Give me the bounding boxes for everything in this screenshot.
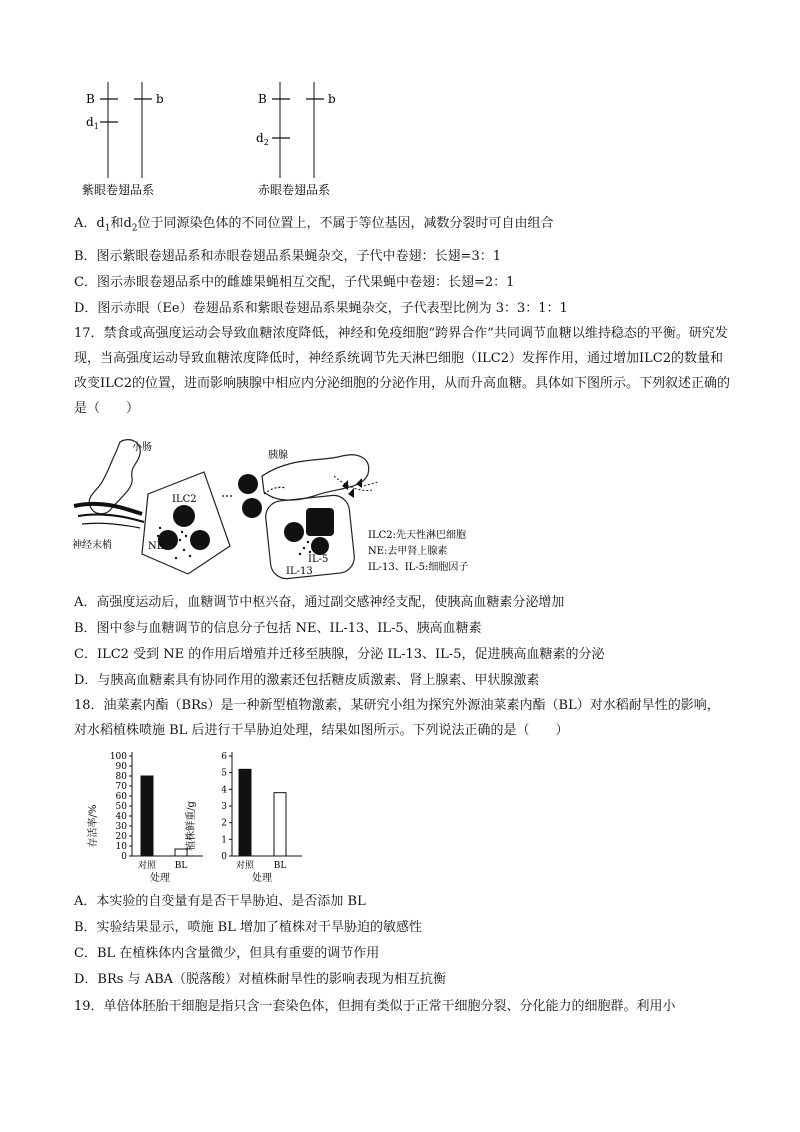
survival-ytick-label: 50	[115, 802, 127, 812]
weight-x-label: 处理	[252, 873, 272, 884]
q16-option-d: D．图示赤眼（Ee）卷翅品系和紫眼卷翅品系果蝇杂交，子代表型比例为 3：3：1：1	[74, 301, 568, 316]
nerve-ending-label: 神经末梢	[72, 540, 112, 551]
survival-ytick-label: 10	[115, 842, 127, 852]
weight-ytick-label: 6	[221, 752, 227, 762]
pancreas-label: 胰腺	[268, 450, 288, 461]
survival-ytick-label: 0	[121, 852, 127, 862]
fresh-weight-chart	[180, 746, 310, 886]
red-eye-caption: 赤眼卷翅品系	[258, 183, 331, 197]
ilc2-label: ILC2	[172, 494, 197, 505]
chromosome-figure	[70, 78, 370, 202]
survival-y-label: 存活率/%	[88, 804, 99, 848]
q18-option-b: B．实验结果显示，喷施 BL 增加了植株对干旱胁迫的敏感性	[74, 920, 423, 935]
gene-d2-label: $d_2$	[256, 131, 269, 147]
legend-cytokines: IL-13、IL-5:细胞因子	[368, 562, 469, 573]
gene-b-label-2: b	[328, 92, 336, 106]
ilc2-figure	[72, 436, 492, 586]
gene-b-label: b	[156, 92, 164, 106]
q18-stem: 18．油菜素内酯（BRs）是一种新型植物激素，某研究小组为探究外源油菜素内酯（BL）对水稻耐旱性的影响，对水稻植株喷施 BL 后进行干旱胁迫处理，结果如图所示。下列说法正确的是（ ）	[74, 698, 720, 738]
q17-option-b: B．图中参与血糖调节的信息分子包括 NE、IL-13、IL-5、胰高血糖素	[74, 621, 482, 636]
survival-bar-control	[141, 776, 153, 856]
weight-ytick-label: 0	[221, 852, 227, 862]
ilc2-cell	[173, 505, 195, 527]
survival-ytick-label: 30	[115, 822, 127, 832]
small-intestine-label: 小肠	[132, 442, 152, 453]
legend-ilc2: ILC2:先天性淋巴细胞	[368, 530, 466, 541]
q17-option-d: D．与胰高血糖素具有协同作用的激素还包括糖皮质激素、肾上腺素、甲状腺激素	[74, 673, 540, 688]
weight-xtick-label: 对照	[235, 861, 255, 871]
q16-option-b: B．图示紫眼卷翅品系和赤眼卷翅品系果蝇杂交，子代中卷翅：长翅=3：1	[74, 249, 501, 264]
q18-option-a: A．本实验的自变量有是否干旱胁迫、是否添加 BL	[74, 894, 366, 909]
survival-x-label: 处理	[150, 873, 170, 884]
weight-xtick-label: BL	[273, 861, 287, 871]
il5-label: IL-5	[308, 554, 329, 565]
purple-eye-chromosomes	[86, 82, 164, 178]
q16-option-a: A．$d_1$和$d_2$位于同源染色体的不同位置上，不属于等位基因，减数分裂时可自由组合	[74, 216, 554, 234]
il13-label: IL-13	[286, 566, 313, 577]
survival-ytick-label: 70	[115, 782, 127, 792]
q19-stem: 19．单倍体胚胎干细胞是指只含一套染色体，但拥有类似于正常干细胞分裂、分化能力的细胞群。利用小	[74, 999, 676, 1014]
survival-ytick-label: 60	[115, 792, 127, 802]
purple-eye-caption: 紫眼卷翅品系	[82, 183, 155, 197]
q18-option-d: D．BRs 与 ABA（脱落酸）对植株耐旱性的影响表现为相互抗衡	[74, 972, 447, 987]
survival-ytick-label: 90	[115, 762, 127, 772]
q16-option-c: C．图示赤眼卷翅品系中的雌雄果蝇相互交配，子代果蝇中卷翅：长翅=2：1	[74, 275, 515, 290]
glucagon-arrows	[342, 478, 362, 498]
weight-ytick-label: 1	[221, 835, 227, 846]
ne-label: NE	[148, 541, 165, 552]
q17-option-a: A．高强度运动后，血糖调节中枢兴奋，通过副交感神经支配，使胰高血糖素分泌增加	[74, 595, 565, 610]
gene-B-label: B	[86, 92, 95, 106]
survival-ytick-label: 20	[115, 832, 127, 842]
gene-d1-label: $d_1$	[86, 115, 99, 131]
weight-ytick-label: 5	[221, 768, 227, 779]
q17-option-c: C．ILC2 受到 NE 的作用后增殖并迁移至胰腺，分泌 IL-13、IL-5，促进胰高血糖素的分泌	[74, 647, 605, 662]
weight-ytick-label: 4	[221, 785, 227, 796]
weight-ytick-label: 2	[221, 818, 227, 829]
survival-xtick-label: BL	[174, 861, 188, 871]
red-eye-chromosomes	[256, 82, 336, 178]
weight-bar-control	[239, 769, 251, 856]
weight-bar-bl	[274, 793, 286, 856]
survival-ytick-label: 100	[109, 752, 127, 762]
q18-option-c: C．BL 在植株体内含量微少，但具有重要的调节作用	[74, 946, 380, 961]
survival-xtick-label: 对照	[137, 861, 157, 871]
weight-y-label: 植株鲜重/g	[186, 801, 197, 851]
survival-ytick-label: 80	[115, 772, 127, 782]
legend-ne: NE:去甲肾上腺素	[368, 546, 448, 557]
q17-stem: 17．禁食或高强度运动会导致血糖浓度降低，神经和免疫细胞“跨界合作”共同调节血糖以维持稳态的平衡。研究发现，当高强度运动导致血糖浓度降低时，神经系统调节先天淋巴细胞（ILC2）发挥作用，通过增加ILC2的数量和改变ILC2的位置，进而影响胰腺中相应内分泌细胞的分泌作用，从而升高血糖。具体如下图所示。下列叙述正确的是（ ）	[74, 326, 730, 416]
survival-ytick-label: 40	[115, 812, 127, 822]
gene-B-label-2: B	[258, 92, 267, 106]
weight-ytick-label: 3	[221, 802, 227, 812]
